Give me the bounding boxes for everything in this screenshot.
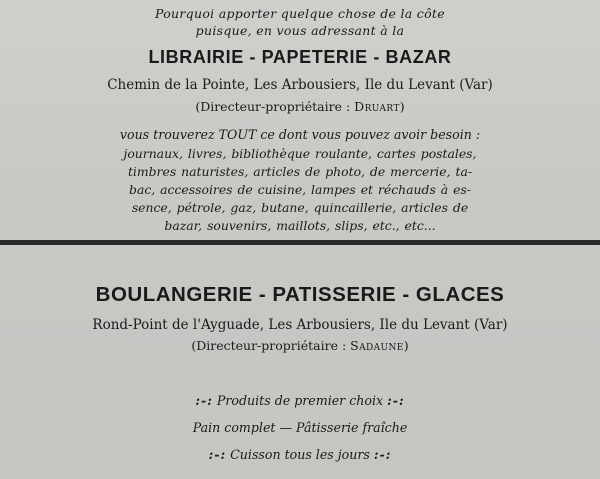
boulangerie-director — [0, 338, 600, 353]
boulangerie-line-2: Pain complet — Pâtisserie fraîche — [192, 420, 408, 435]
librairie-body-line: sence, pétrole, gaz, butane, quincaillerie, articles de — [131, 200, 469, 215]
ornament-right: :-: — [387, 393, 405, 408]
boulangerie-advertisement — [0, 250, 600, 479]
ornament-left: :-: — [195, 393, 213, 408]
librairie-body-line: bazar, souvenirs, maillots, slips, etc., etc... — [164, 218, 436, 233]
intro-line-2: puisque, en vous adressant à la — [195, 23, 405, 38]
boulangerie-address: Rond-Point de l'Ayguade, Les Arbousiers, Ile du Levant (Var) — [92, 317, 508, 333]
director-close: ) — [399, 99, 405, 114]
director-name: Druart — [354, 99, 400, 114]
director-name: Sadaune — [350, 338, 404, 353]
boulangerie-line-1 — [0, 393, 600, 408]
ornament-right: :-: — [373, 447, 392, 462]
boulangerie-title: BOULANGERIE - PATISSERIE - GLACES — [95, 283, 505, 306]
librairie-body-line: timbres naturistes, articles de photo, de mercerie, ta- — [127, 164, 473, 179]
line-text: Cuisson tous les jours — [230, 447, 370, 462]
boulangerie-line-3 — [0, 447, 600, 462]
line-text: Produits de premier choix — [216, 393, 384, 408]
librairie-body-line: vous trouverez TOUT ce dont vous pouvez avoir besoin : — [119, 127, 481, 142]
librairie-address: Chemin de la Pointe, Les Arbousiers, Ile du Levant (Var) — [107, 77, 493, 93]
librairie-director — [0, 99, 600, 114]
director-close: ) — [403, 338, 409, 353]
librairie-body-line: bac, accessoires de cuisine, lampes et réchauds à es- — [129, 182, 471, 197]
director-label: (Directeur-propriétaire : — [195, 99, 355, 114]
librairie-title: LIBRAIRIE - PAPETERIE - BAZAR — [148, 47, 452, 67]
librairie-body-line: journaux, livres, bibliothèque roulante, cartes postales, — [123, 146, 477, 161]
ornament-left: :-: — [208, 447, 227, 462]
director-label: (Directeur-propriétaire : — [191, 338, 351, 353]
intro-line-1: Pourquoi apporter quelque chose de la côte — [155, 6, 445, 21]
section-divider — [0, 240, 600, 245]
